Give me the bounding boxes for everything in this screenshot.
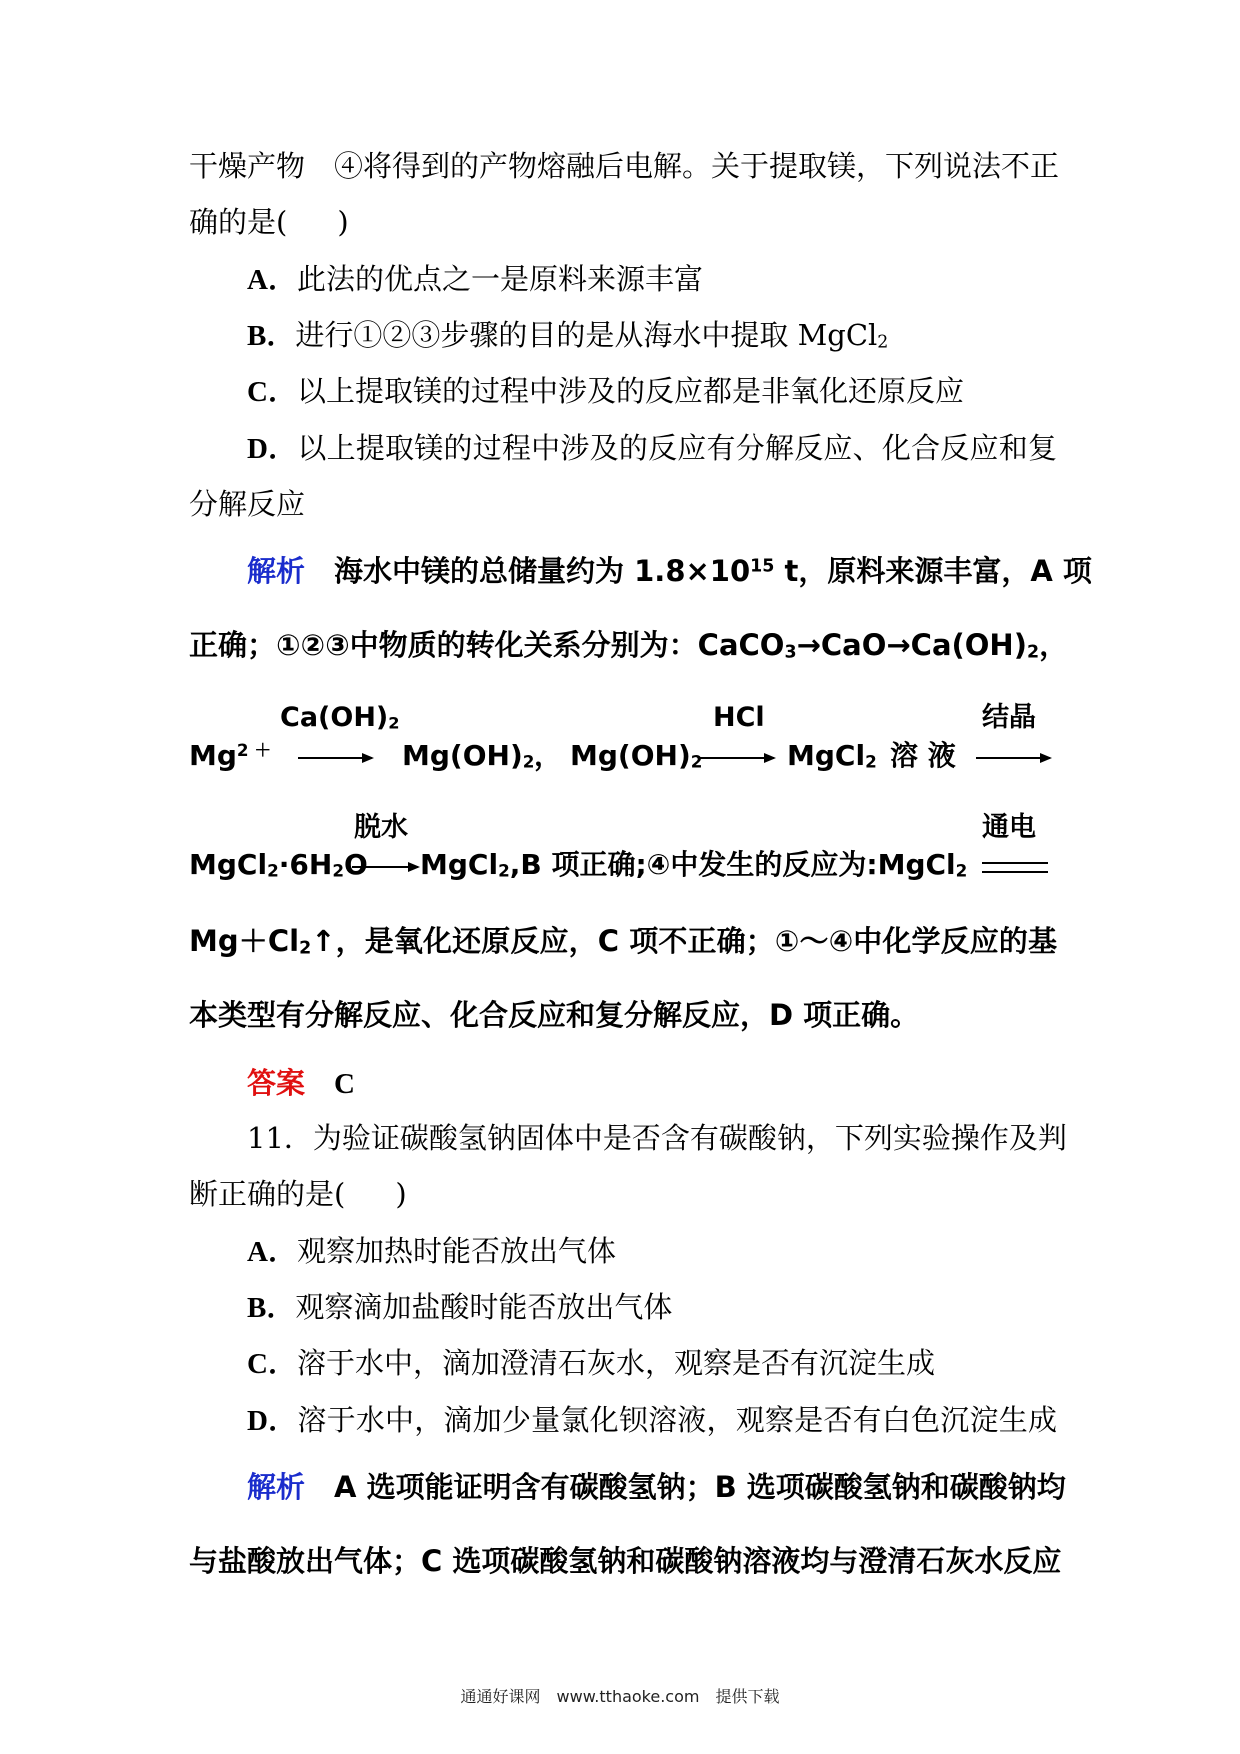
page-footer: 通通好课网 www.tthaoke.com 提供下载	[460, 1687, 780, 1706]
reaction-arrow	[700, 757, 774, 759]
analysis-line: 解析 海水中镁的总储量约为 $1.8\times 10^{15}$ t，原料来源丰富，A 项	[247, 554, 1092, 588]
option-c: C．溶于水中，滴加澄清石灰水，观察是否有沉淀生成	[247, 1346, 935, 1380]
option-a: A．此法的优点之一是原料来源丰富	[247, 262, 703, 296]
analysis-label: 解析	[247, 554, 306, 588]
reaction-condition: 脱水	[354, 812, 408, 843]
option-a: A．观察加热时能否放出气体	[247, 1234, 616, 1268]
answer-value: C	[334, 1068, 355, 1100]
option-c: C．以上提取镁的过程中涉及的反应都是非氧化还原反应	[247, 374, 964, 408]
option-d: D．溶于水中，滴加少量氯化钡溶液，观察是否有白色沉淀生成	[247, 1403, 1057, 1437]
answer-line	[247, 1063, 1057, 1104]
product: MgCl$_2$	[787, 739, 877, 772]
option-d: D．以上提取镁的过程中涉及的反应有分解反应、化合反应和复	[247, 431, 1057, 465]
analysis-line: $Mg+Cl_2↑$，是氧化还原反应，C 项不正确；①～④中化学反应的基	[189, 924, 1057, 959]
question10-text-line: 确的是( )	[189, 205, 349, 239]
question10-text-line: 干燥产物 ④将得到的产物熔融后电解。关于提取镁，下列说法不正	[189, 149, 1060, 183]
analysis-line: 与盐酸放出气体；C 选项碳酸氢钠和碳酸钠溶液均与澄清石灰水反应	[189, 1544, 1062, 1578]
option-d-continued: 分解反应	[189, 487, 306, 521]
product: $Mg(OH)_2$	[402, 739, 535, 772]
question11-text-line: 11．为验证碳酸氢钠固体中是否含有碳酸钠，下列实验操作及判	[247, 1121, 1067, 1155]
analysis-label: 解析	[247, 1470, 306, 1504]
reaction-equation: MgCl$_2$,B 项正确;④中发生的反应为:MgCl$_2$	[420, 848, 968, 881]
reactant: $Mg(OH)_2$	[570, 739, 703, 772]
reaction-equation: $MgCl_2\cdot 6H_2O$	[189, 848, 368, 881]
reaction-condition: $Ca(OH)_2$	[280, 702, 400, 733]
solution-label: 溶 液	[890, 739, 956, 772]
analysis-line: 本类型有分解反应、化合反应和复分解反应，D 项正确。	[189, 998, 920, 1032]
question11-text-line: 断正确的是( )	[189, 1177, 407, 1211]
reaction-condition: 通电	[982, 812, 1036, 843]
analysis-line: 解析 A 选项能证明含有碳酸氢钠；B 选项碳酸氢钠和碳酸钠均	[247, 1470, 1066, 1504]
option-b: B．进行①②③步骤的目的是从海水中提取 MgCl$_2$	[247, 318, 889, 353]
reaction-condition: 结晶	[982, 702, 1036, 733]
analysis-line: 正确；①②③中物质的转化关系分别为：$CaCO_3\to CaO\to Ca(OH)_2$，	[189, 628, 1069, 663]
comma: ，	[534, 739, 563, 772]
reaction-arrow	[976, 757, 1050, 759]
reactant: $Mg^{2 +}$	[189, 739, 272, 772]
reaction-condition: HCl	[713, 702, 765, 733]
equals-sign	[982, 862, 1048, 873]
option-b: B．观察滴加盐酸时能否放出气体	[247, 1290, 673, 1324]
reaction-arrow	[298, 757, 372, 759]
answer-label: 答案	[247, 1066, 306, 1100]
reaction-arrow	[352, 866, 418, 868]
